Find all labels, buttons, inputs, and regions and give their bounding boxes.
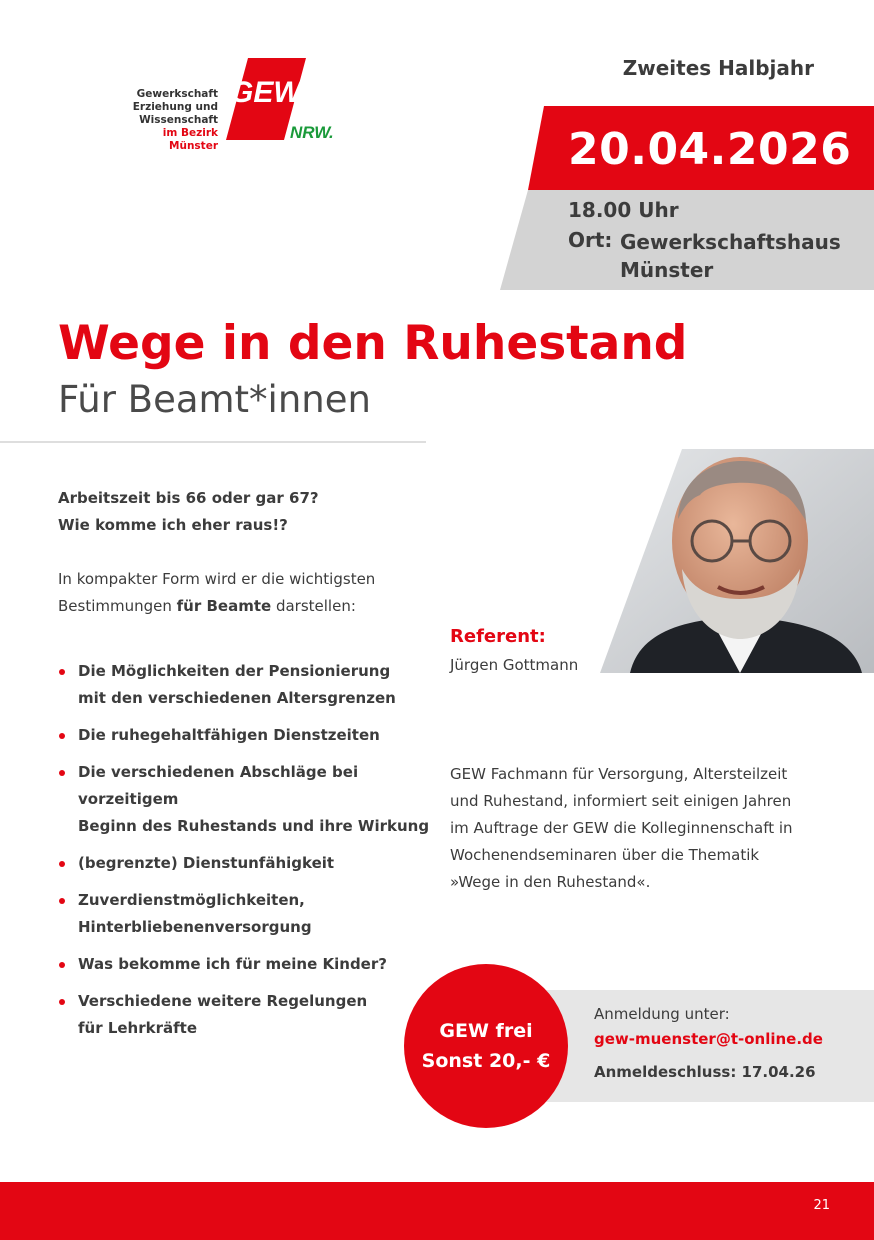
page-title: Wege in den Ruhestand — [58, 316, 688, 371]
place-line1: Gewerkschaftshaus — [620, 230, 841, 254]
bullet-icon — [59, 669, 65, 675]
page-number: 21 — [813, 1198, 830, 1213]
intro-line1: In kompakter Form wird er die wichtigsten — [58, 570, 376, 588]
event-date: 20.04.2026 — [568, 124, 852, 175]
intro-line2-bold: für Beamte — [176, 597, 272, 615]
intro-line2-suffix: darstellen: — [271, 597, 356, 615]
intro-line2 — [58, 593, 418, 620]
lead-text — [58, 485, 418, 539]
intro-line2-prefix: Bestimmungen — [58, 597, 177, 615]
semester-label: Zweites Halbjahr — [622, 56, 814, 80]
registration-label: Anmeldung unter: — [594, 1005, 730, 1023]
list-item-line1: Die Möglichkeiten der Pensionierung — [78, 662, 391, 680]
page-subtitle: Für Beamt*innen — [58, 378, 371, 421]
list-item-line1: (begrenzte) Dienstunfähigkeit — [78, 854, 335, 872]
bio-line: und Ruhestand, informiert seit einigen Jahren — [450, 792, 792, 810]
bullet-icon — [59, 770, 65, 776]
event-time: 18.00 Uhr — [568, 198, 679, 222]
logo-district-line1: im Bezirk — [162, 127, 218, 139]
lead-line2: Wie komme ich eher raus!? — [58, 516, 288, 534]
bullet-icon — [59, 999, 65, 1005]
speaker-portrait-illustration — [600, 449, 874, 673]
price-line1: GEW frei — [439, 1020, 533, 1042]
bullet-icon — [59, 861, 65, 867]
referent-label: Referent: — [450, 626, 546, 647]
logo-org-text — [58, 88, 218, 153]
place-label: Ort: — [568, 228, 613, 252]
divider — [0, 441, 426, 443]
list-item-line2: Beginn des Ruhestands und ihre Wirkung — [78, 817, 430, 835]
price-line2: Sonst 20,- € — [421, 1050, 551, 1072]
list-item — [58, 887, 438, 941]
bio-line: im Auftrage der GEW die Kolleginnenschaft in — [450, 819, 793, 837]
list-item — [58, 850, 438, 877]
list-item — [58, 658, 438, 712]
list-item-line1: Zuverdienstmöglichkeiten, — [78, 891, 305, 909]
registration-deadline: Anmeldeschluss: 17.04.26 — [594, 1063, 816, 1081]
bio-line: GEW Fachmann für Versorgung, Altersteilzeit — [450, 765, 788, 783]
footer-bar — [0, 1182, 874, 1240]
speaker-bio — [450, 761, 820, 896]
gew-logo-mark — [226, 58, 344, 142]
logo-mark-text: GEW — [230, 76, 302, 109]
bullet-icon — [59, 898, 65, 904]
speaker-photo — [600, 449, 874, 673]
list-item — [58, 759, 438, 840]
topic-list — [58, 658, 438, 1052]
list-item-line1: Verschiedene weitere Regelungen — [78, 992, 368, 1010]
list-item — [58, 722, 438, 749]
price-badge — [404, 964, 568, 1128]
list-item-line2: Hinterbliebenenversorgung — [78, 918, 312, 936]
list-item-line2: mit den verschiedenen Altersgrenzen — [78, 689, 396, 707]
list-item-line1: Was bekomme ich für meine Kinder? — [78, 955, 387, 973]
list-item-line1: Die ruhegehaltfähigen Dienstzeiten — [78, 726, 380, 744]
lead-line1: Arbeitszeit bis 66 oder gar 67? — [58, 489, 319, 507]
list-item — [58, 988, 438, 1042]
bio-line: »Wege in den Ruhestand«. — [450, 873, 651, 891]
list-item-line1: Die verschiedenen Abschläge bei vorzeitigem — [78, 763, 359, 808]
place-value — [620, 228, 841, 284]
logo-org-line1: Gewerkschaft — [136, 88, 218, 100]
bullet-icon — [59, 962, 65, 968]
logo-district-line2: Münster — [169, 140, 218, 152]
place-line2: Münster — [620, 258, 714, 282]
logo-org-line2: Erziehung und Wissenschaft — [132, 101, 218, 126]
registration-email-link[interactable]: gew-muenster@t-online.de — [594, 1030, 823, 1048]
bullet-icon — [59, 733, 65, 739]
bio-line: Wochenendseminaren über die Thematik — [450, 846, 760, 864]
list-item-line2: für Lehrkräfte — [78, 1019, 197, 1037]
intro-text — [58, 566, 418, 620]
referent-name: Jürgen Gottmann — [450, 656, 579, 674]
logo-region-text: NRW. — [290, 123, 334, 142]
list-item — [58, 951, 438, 978]
